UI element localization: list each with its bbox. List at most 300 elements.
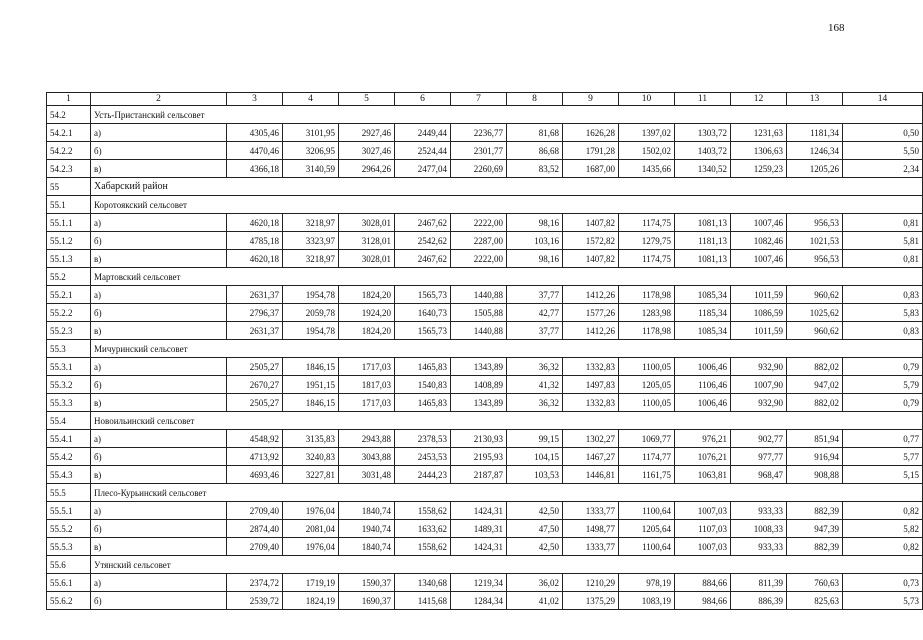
table-cell: 902,77 <box>731 430 787 448</box>
table-cell: 0,73 <box>843 574 923 592</box>
row-label: а) <box>91 430 227 448</box>
table-cell: 1412,26 <box>563 322 619 340</box>
table-cell: 1006,46 <box>675 358 731 376</box>
row-label: б) <box>91 376 227 394</box>
row-id: 55.1.3 <box>47 250 91 268</box>
table-cell: 932,90 <box>731 394 787 412</box>
table-cell: 1440,88 <box>451 322 507 340</box>
table-cell: 1626,28 <box>563 124 619 142</box>
column-header: 10 <box>619 93 675 106</box>
table-cell: 3323,97 <box>283 232 339 250</box>
table-cell: 1505,88 <box>451 304 507 322</box>
table-cell: 1174,77 <box>619 448 675 466</box>
table-cell: 1465,83 <box>395 358 451 376</box>
table-cell: 977,77 <box>731 448 787 466</box>
table-cell: 1577,26 <box>563 304 619 322</box>
table-cell: 2874,40 <box>227 520 283 538</box>
row-label: б) <box>91 520 227 538</box>
table-cell: 2081,04 <box>283 520 339 538</box>
table-row <box>47 502 923 520</box>
table-cell: 98,16 <box>507 250 563 268</box>
table-cell: 882,39 <box>787 538 843 556</box>
table-cell: 1205,05 <box>619 376 675 394</box>
section-title: Усть-Пристанский сельсовет <box>91 106 923 124</box>
row-label: в) <box>91 394 227 412</box>
table-cell: 103,53 <box>507 466 563 484</box>
table-cell: 1178,98 <box>619 286 675 304</box>
row-id: 55.5.1 <box>47 502 91 520</box>
table-cell: 1083,19 <box>619 592 675 610</box>
table-cell: 2505,27 <box>227 394 283 412</box>
table-cell: 1502,02 <box>619 142 675 160</box>
table-cell: 1717,03 <box>339 394 395 412</box>
section-row <box>47 106 923 124</box>
table-cell: 1185,34 <box>675 304 731 322</box>
table-cell: 2236,77 <box>451 124 507 142</box>
table-cell: 1976,04 <box>283 502 339 520</box>
table-cell: 1408,89 <box>451 376 507 394</box>
table-cell: 3101,95 <box>283 124 339 142</box>
table-cell: 4620,18 <box>227 214 283 232</box>
column-header: 6 <box>395 93 451 106</box>
table-cell: 0,79 <box>843 358 923 376</box>
row-id: 54.2.1 <box>47 124 91 142</box>
table-cell: 2260,69 <box>451 160 507 178</box>
table-cell: 5,79 <box>843 376 923 394</box>
table-cell: 0,50 <box>843 124 923 142</box>
row-id: 55.5.2 <box>47 520 91 538</box>
row-label: б) <box>91 232 227 250</box>
table-cell: 5,82 <box>843 520 923 538</box>
column-header: 2 <box>91 93 227 106</box>
table-cell: 1284,34 <box>451 592 507 610</box>
table-cell: 1219,34 <box>451 574 507 592</box>
table-cell: 1007,46 <box>731 250 787 268</box>
section-row <box>47 556 923 574</box>
table-cell: 968,47 <box>731 466 787 484</box>
row-id: 55.1.2 <box>47 232 91 250</box>
table-cell: 2374,72 <box>227 574 283 592</box>
column-header: 7 <box>451 93 507 106</box>
table-cell: 5,77 <box>843 448 923 466</box>
table-cell: 1333,77 <box>563 502 619 520</box>
table-cell: 884,66 <box>675 574 731 592</box>
table-cell: 1306,63 <box>731 142 787 160</box>
table-cell: 0,81 <box>843 250 923 268</box>
row-label: а) <box>91 124 227 142</box>
table-cell: 908,88 <box>787 466 843 484</box>
table-cell: 41,32 <box>507 376 563 394</box>
table-cell: 1007,90 <box>731 376 787 394</box>
table-cell: 3027,46 <box>339 142 395 160</box>
table-cell: 1558,62 <box>395 538 451 556</box>
table-cell: 1332,83 <box>563 358 619 376</box>
table-cell: 1343,89 <box>451 358 507 376</box>
table-cell: 1081,13 <box>675 250 731 268</box>
column-header: 14 <box>843 93 923 106</box>
column-header: 5 <box>339 93 395 106</box>
table-cell: 2631,37 <box>227 322 283 340</box>
page-number: 168 <box>828 22 845 34</box>
table-cell: 1954,78 <box>283 286 339 304</box>
table-cell: 2059,78 <box>283 304 339 322</box>
table-cell: 1085,34 <box>675 322 731 340</box>
table-cell: 1412,26 <box>563 286 619 304</box>
row-id: 55.1.1 <box>47 214 91 232</box>
table-cell: 1690,37 <box>339 592 395 610</box>
table-cell: 1082,46 <box>731 232 787 250</box>
table-cell: 1846,15 <box>283 358 339 376</box>
row-id: 55.6.2 <box>47 592 91 610</box>
table-cell: 4548,92 <box>227 430 283 448</box>
table-row <box>47 160 923 178</box>
table-cell: 3031,48 <box>339 466 395 484</box>
table-cell: 104,15 <box>507 448 563 466</box>
table-cell: 4713,92 <box>227 448 283 466</box>
row-id: 55.2.2 <box>47 304 91 322</box>
table-cell: 1424,31 <box>451 502 507 520</box>
table-cell: 1178,98 <box>619 322 675 340</box>
table-cell: 0,82 <box>843 502 923 520</box>
table-cell: 1302,27 <box>563 430 619 448</box>
section-row <box>47 196 923 214</box>
table-cell: 2467,62 <box>395 214 451 232</box>
column-header: 8 <box>507 93 563 106</box>
table-cell: 1007,46 <box>731 214 787 232</box>
table-cell: 1283,98 <box>619 304 675 322</box>
row-label: в) <box>91 250 227 268</box>
row-label: в) <box>91 160 227 178</box>
table-cell: 1021,53 <box>787 232 843 250</box>
table-cell: 1498,77 <box>563 520 619 538</box>
table-cell: 3128,01 <box>339 232 395 250</box>
table-cell: 2709,40 <box>227 538 283 556</box>
table-cell: 932,90 <box>731 358 787 376</box>
section-title: Коротоякский сельсовет <box>91 196 923 214</box>
table-cell: 4785,18 <box>227 232 283 250</box>
table-cell: 1279,75 <box>619 232 675 250</box>
table-cell: 36,32 <box>507 358 563 376</box>
column-header: 12 <box>731 93 787 106</box>
column-header: 11 <box>675 93 731 106</box>
table-cell: 1174,75 <box>619 250 675 268</box>
table-row <box>47 250 923 268</box>
table-cell: 3227,81 <box>283 466 339 484</box>
table-cell: 4693,46 <box>227 466 283 484</box>
row-id: 55.2.3 <box>47 322 91 340</box>
table-row <box>47 304 923 322</box>
row-id: 55.4.2 <box>47 448 91 466</box>
table-cell: 0,79 <box>843 394 923 412</box>
table-cell: 1497,83 <box>563 376 619 394</box>
row-id: 55.2.1 <box>47 286 91 304</box>
column-header: 13 <box>787 93 843 106</box>
section-row <box>47 268 923 286</box>
table-cell: 2,34 <box>843 160 923 178</box>
row-label: а) <box>91 286 227 304</box>
row-id: 54.2.2 <box>47 142 91 160</box>
table-cell: 3206,95 <box>283 142 339 160</box>
row-id: 55.5.3 <box>47 538 91 556</box>
table-cell: 4305,46 <box>227 124 283 142</box>
table-cell: 3240,83 <box>283 448 339 466</box>
table-row <box>47 358 923 376</box>
row-label: а) <box>91 214 227 232</box>
table-cell: 2542,62 <box>395 232 451 250</box>
table-row <box>47 430 923 448</box>
table-cell: 1467,27 <box>563 448 619 466</box>
table-cell: 1340,52 <box>675 160 731 178</box>
table-cell: 1340,68 <box>395 574 451 592</box>
table-cell: 1303,72 <box>675 124 731 142</box>
row-id: 55.2 <box>47 268 91 286</box>
table-cell: 1343,89 <box>451 394 507 412</box>
table-cell: 3028,01 <box>339 250 395 268</box>
row-id: 55.4.3 <box>47 466 91 484</box>
section-title: Утянский сельсовет <box>91 556 923 574</box>
section-title: Плесо-Курьинский сельсовет <box>91 484 923 502</box>
table-cell: 1633,62 <box>395 520 451 538</box>
table-cell: 2539,72 <box>227 592 283 610</box>
table-cell: 1717,03 <box>339 358 395 376</box>
table-cell: 811,39 <box>731 574 787 592</box>
table-cell: 0,77 <box>843 430 923 448</box>
table-row <box>47 322 923 340</box>
table-cell: 947,02 <box>787 376 843 394</box>
table-cell: 1063,81 <box>675 466 731 484</box>
table-cell: 1100,05 <box>619 358 675 376</box>
section-title: Новоильинский сельсовет <box>91 412 923 430</box>
table-cell: 86,68 <box>507 142 563 160</box>
table-cell: 42,77 <box>507 304 563 322</box>
table-row <box>47 538 923 556</box>
table-cell: 1719,19 <box>283 574 339 592</box>
table-cell: 851,94 <box>787 430 843 448</box>
table-cell: 3028,01 <box>339 214 395 232</box>
table-cell: 37,77 <box>507 322 563 340</box>
table-cell: 2130,93 <box>451 430 507 448</box>
row-label: а) <box>91 502 227 520</box>
table-cell: 1107,03 <box>675 520 731 538</box>
row-id: 55.6 <box>47 556 91 574</box>
table-cell: 1954,78 <box>283 322 339 340</box>
header-row <box>47 93 923 106</box>
table-cell: 42,50 <box>507 538 563 556</box>
table-cell: 1397,02 <box>619 124 675 142</box>
table-cell: 1333,77 <box>563 538 619 556</box>
table-cell: 760,63 <box>787 574 843 592</box>
row-id: 54.2.3 <box>47 160 91 178</box>
table-cell: 947,39 <box>787 520 843 538</box>
section-row <box>47 178 923 196</box>
row-id: 55.3.3 <box>47 394 91 412</box>
table-cell: 1424,31 <box>451 538 507 556</box>
table-cell: 1687,00 <box>563 160 619 178</box>
table-cell: 978,19 <box>619 574 675 592</box>
table-cell: 1590,37 <box>339 574 395 592</box>
table-cell: 1007,03 <box>675 538 731 556</box>
table-cell: 1006,46 <box>675 394 731 412</box>
table-cell: 1085,34 <box>675 286 731 304</box>
table-cell: 5,50 <box>843 142 923 160</box>
table-cell: 2927,46 <box>339 124 395 142</box>
table-cell: 1824,19 <box>283 592 339 610</box>
table-row <box>47 376 923 394</box>
row-id: 55.1 <box>47 196 91 214</box>
row-label: б) <box>91 304 227 322</box>
table-cell: 1181,34 <box>787 124 843 142</box>
table-row <box>47 394 923 412</box>
table-cell: 4470,46 <box>227 142 283 160</box>
table-cell: 956,53 <box>787 250 843 268</box>
section-title: Мартовский сельсовет <box>91 268 923 286</box>
table-cell: 1435,66 <box>619 160 675 178</box>
table-cell: 976,21 <box>675 430 731 448</box>
table-cell: 1840,74 <box>339 538 395 556</box>
table-cell: 2378,53 <box>395 430 451 448</box>
table-cell: 1440,88 <box>451 286 507 304</box>
table-cell: 36,32 <box>507 394 563 412</box>
table-cell: 1086,59 <box>731 304 787 322</box>
table-cell: 1465,83 <box>395 394 451 412</box>
table-cell: 3043,88 <box>339 448 395 466</box>
row-label: в) <box>91 322 227 340</box>
row-label: б) <box>91 592 227 610</box>
table-cell: 1824,20 <box>339 286 395 304</box>
table-cell: 1259,23 <box>731 160 787 178</box>
table-cell: 1210,29 <box>563 574 619 592</box>
table-cell: 3140,59 <box>283 160 339 178</box>
table-row <box>47 520 923 538</box>
section-row <box>47 340 923 358</box>
section-title: Мичуринский сельсовет <box>91 340 923 358</box>
table-cell: 47,50 <box>507 520 563 538</box>
table-cell: 1976,04 <box>283 538 339 556</box>
row-id: 55.4.1 <box>47 430 91 448</box>
row-label: а) <box>91 358 227 376</box>
table-cell: 1007,03 <box>675 502 731 520</box>
table-cell: 1181,13 <box>675 232 731 250</box>
table-body <box>47 106 923 610</box>
table-cell: 1565,73 <box>395 322 451 340</box>
table-cell: 2287,00 <box>451 232 507 250</box>
table-cell: 1407,82 <box>563 250 619 268</box>
table-cell: 956,53 <box>787 214 843 232</box>
table-cell: 98,16 <box>507 214 563 232</box>
section-title: Хабарский район <box>91 178 923 196</box>
table-cell: 2453,53 <box>395 448 451 466</box>
table-cell: 1489,31 <box>451 520 507 538</box>
table-cell: 1011,59 <box>731 322 787 340</box>
table-cell: 3135,83 <box>283 430 339 448</box>
table-cell: 2796,37 <box>227 304 283 322</box>
table-cell: 1161,75 <box>619 466 675 484</box>
row-id: 55.4 <box>47 412 91 430</box>
table-cell: 933,33 <box>731 502 787 520</box>
table-cell: 1924,20 <box>339 304 395 322</box>
table-cell: 882,02 <box>787 394 843 412</box>
table-cell: 1231,63 <box>731 124 787 142</box>
table-cell: 0,83 <box>843 322 923 340</box>
row-label: б) <box>91 142 227 160</box>
row-id: 55.5 <box>47 484 91 502</box>
table-cell: 1375,29 <box>563 592 619 610</box>
table-cell: 2505,27 <box>227 358 283 376</box>
column-header: 3 <box>227 93 283 106</box>
table-cell: 1069,77 <box>619 430 675 448</box>
table-cell: 1081,13 <box>675 214 731 232</box>
row-id: 55.6.1 <box>47 574 91 592</box>
row-label: в) <box>91 538 227 556</box>
table-cell: 83,52 <box>507 160 563 178</box>
table-cell: 1558,62 <box>395 502 451 520</box>
section-row <box>47 484 923 502</box>
column-header: 4 <box>283 93 339 106</box>
table-cell: 1572,82 <box>563 232 619 250</box>
table-cell: 1824,20 <box>339 322 395 340</box>
table-cell: 2187,87 <box>451 466 507 484</box>
table-cell: 1100,05 <box>619 394 675 412</box>
table-cell: 1951,15 <box>283 376 339 394</box>
table-row <box>47 232 923 250</box>
table-cell: 5,73 <box>843 592 923 610</box>
table-cell: 1840,74 <box>339 502 395 520</box>
table-cell: 1246,34 <box>787 142 843 160</box>
table-cell: 0,81 <box>843 214 923 232</box>
table-cell: 916,94 <box>787 448 843 466</box>
table-cell: 41,02 <box>507 592 563 610</box>
table-cell: 1106,46 <box>675 376 731 394</box>
table-cell: 1076,21 <box>675 448 731 466</box>
table-cell: 2222,00 <box>451 214 507 232</box>
table-cell: 1100,64 <box>619 502 675 520</box>
table-cell: 984,66 <box>675 592 731 610</box>
table-cell: 81,68 <box>507 124 563 142</box>
table-row <box>47 592 923 610</box>
row-id: 55.3.2 <box>47 376 91 394</box>
table-cell: 0,82 <box>843 538 923 556</box>
table-cell: 1008,33 <box>731 520 787 538</box>
table-cell: 1446,81 <box>563 466 619 484</box>
column-header: 1 <box>47 93 91 106</box>
data-table <box>46 92 923 610</box>
table-cell: 1025,62 <box>787 304 843 322</box>
table-cell: 99,15 <box>507 430 563 448</box>
table-cell: 5,81 <box>843 232 923 250</box>
table-cell: 1565,73 <box>395 286 451 304</box>
table-cell: 2670,27 <box>227 376 283 394</box>
table-cell: 1791,28 <box>563 142 619 160</box>
table-cell: 1846,15 <box>283 394 339 412</box>
table-cell: 960,62 <box>787 322 843 340</box>
table-cell: 882,39 <box>787 502 843 520</box>
table-cell: 2444,23 <box>395 466 451 484</box>
table-cell: 2477,04 <box>395 160 451 178</box>
table-cell: 5,15 <box>843 466 923 484</box>
row-label: а) <box>91 574 227 592</box>
table-row <box>47 286 923 304</box>
table-cell: 2524,44 <box>395 142 451 160</box>
table-cell: 2222,00 <box>451 250 507 268</box>
table-cell: 1403,72 <box>675 142 731 160</box>
row-label: б) <box>91 448 227 466</box>
table-cell: 2964,26 <box>339 160 395 178</box>
table-row <box>47 124 923 142</box>
section-row <box>47 412 923 430</box>
row-id: 55.3.1 <box>47 358 91 376</box>
table-cell: 1205,26 <box>787 160 843 178</box>
row-id: 55 <box>47 178 91 196</box>
